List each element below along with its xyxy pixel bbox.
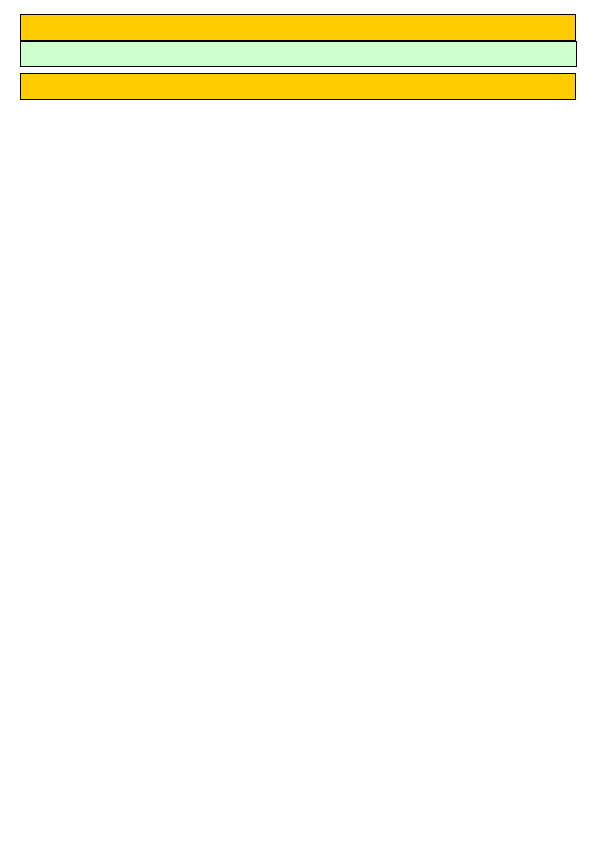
race-header-5 — [21, 42, 577, 67]
race5-table — [20, 41, 577, 67]
selection-title — [20, 73, 576, 100]
race-sheet — [20, 14, 576, 100]
page-title — [20, 14, 576, 41]
